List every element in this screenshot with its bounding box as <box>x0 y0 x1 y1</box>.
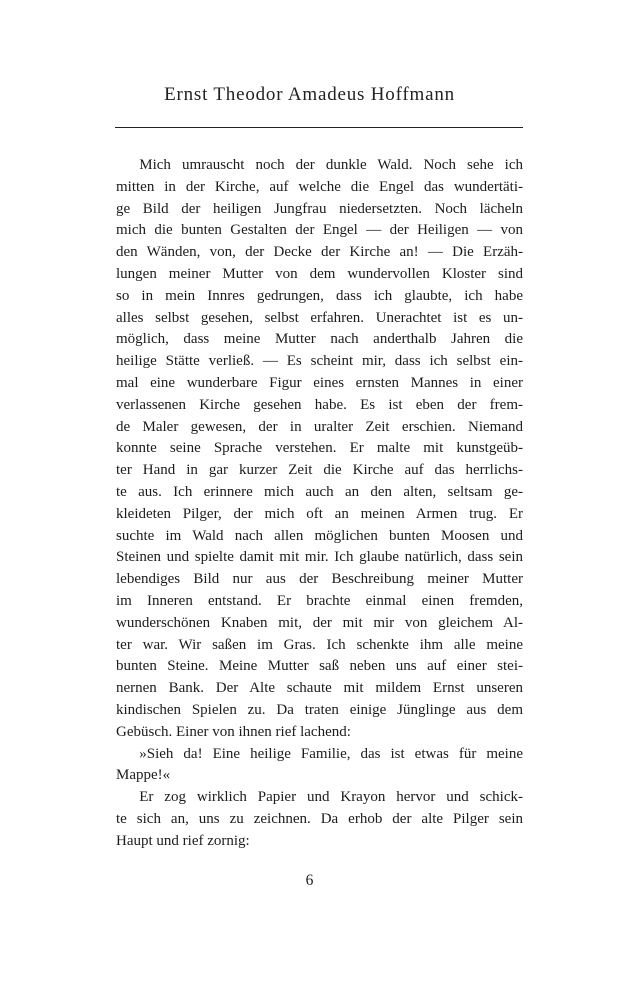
text-line: wunderschönen Knaben mit, der mit mir von gleichem Al- <box>116 614 523 631</box>
text-line: ge Bild der heiligen Jungfrau niedersetzten. Noch lächeln <box>116 200 523 217</box>
text-line: lebendiges Bild nur aus der Beschreibung meiner Mutter <box>116 571 523 588</box>
text-line: Mappe!« <box>116 767 171 784</box>
text-line: te sich an, uns zu zeichnen. Da erhob der alte Pilger sein <box>116 810 523 827</box>
page-number: 6 <box>305 872 314 889</box>
text-line: nernen Bank. Der Alte schaute mit mildem Ernst unseren <box>116 680 523 697</box>
text-line: Haupt und rief zornig: <box>116 832 250 849</box>
text-line: mal eine wunderbare Figur eines ernsten Mannes in einer <box>116 374 523 391</box>
text-line: möglich, dass meine Mutter nach anderthalb Jahren die <box>116 331 523 348</box>
text-line: suchte im Wald nach allen möglichen bunten Moosen und <box>116 527 523 544</box>
text-line: Gebüsch. Einer von ihnen rief lachend: <box>116 723 351 740</box>
text-line: alles selbst gesehen, selbst erfahren. Unerachtet ist es un- <box>116 309 523 326</box>
header-divider <box>115 127 523 128</box>
text-line: lungen meiner Mutter von dem wundervollen Kloster sind <box>116 265 523 282</box>
text-line: so in mein Innres gedrungen, dass ich glaubte, ich habe <box>116 287 523 304</box>
text-line: heilige Stätte verließ. — Es scheint mir, dass ich selbst ein- <box>116 353 523 370</box>
text-line: den Wänden, von, der Decke der Kirche an! — Die Erzäh- <box>116 244 523 261</box>
text-line: kleideten Pilger, der mich oft an meinen Armen trug. Er <box>116 505 523 522</box>
text-line: mitten in der Kirche, auf welche die Engel das wundertäti- <box>116 178 523 195</box>
text-line: verlassenen Kirche gesehen habe. Es ist eben der frem- <box>116 396 523 413</box>
text-line: ter Hand in gar kurzer Zeit die Kirche auf das herrlichs- <box>116 462 523 479</box>
text-line: »Sieh da! Eine heilige Familie, das ist etwas für meine <box>139 745 523 762</box>
text-line: Mich umrauscht noch der dunkle Wald. Noch sehe ich <box>139 157 523 173</box>
text-line: ter war. Wir saßen im Gras. Ich schenkte ihm alle meine <box>116 636 523 653</box>
text-line: Er zog wirklich Papier und Krayon hervor und schick- <box>139 789 523 806</box>
text-line: Steinen und spielte damit mit mir. Ich glaube natürlich, dass sein <box>116 549 523 566</box>
text-line: bunten Steine. Meine Mutter saß neben uns auf einer stei- <box>116 658 523 675</box>
text-line: mich die bunten Gestalten der Engel — der Heiligen — von <box>116 222 523 239</box>
text-line: im Inneren entstand. Er brachte einmal einen fremden, <box>116 592 523 609</box>
text-line: te aus. Ich erinnere mich auch an den alten, seltsam ge- <box>116 483 523 500</box>
text-line: de Maler gewesen, der in uralter Zeit erschien. Niemand <box>116 418 523 435</box>
page-header-author: Ernst Theodor Amadeus Hoffmann <box>164 84 455 105</box>
text-line: kindischen Spielen zu. Da traten einige Jünglinge aus dem <box>116 701 523 718</box>
body-text <box>116 155 523 853</box>
text-line: konnte seine Sprache verstehen. Er malte mit kunstgeüb- <box>116 440 523 457</box>
